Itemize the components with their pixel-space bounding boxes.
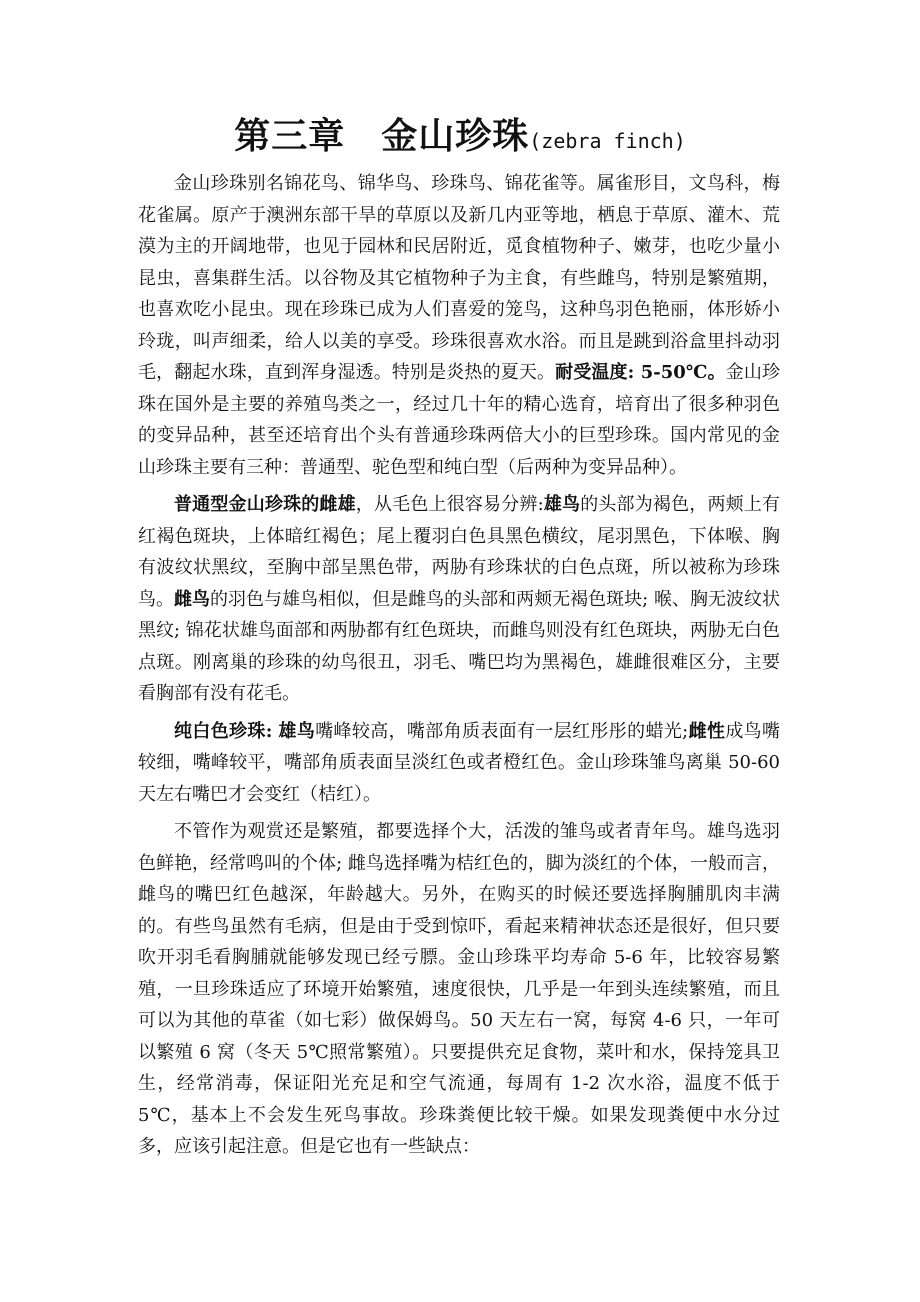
white-male-label: 雄鸟 <box>278 720 316 742</box>
paragraph-selection-breeding <box>138 816 780 1163</box>
sexing-text-c: 的羽色与雄鸟相似，但是雌鸟的头部和两颊无褐色斑块; 喉、胸无波纹状黑纹; 锦花状雄鸟面部和两胁都有红色斑块，而雌鸟则没有红色斑块，两胁无白色点斑。刚离巢的珍珠的幼鸟很丑，羽毛、嘴巴均为黑褐色，雄雌很难区分，主要看胸部有没有花毛。 <box>138 588 780 704</box>
selection-text: 不管作为观赏还是繁殖，都要选择个大，活泼的雏鸟或者青年鸟。雄鸟选羽色鲜艳，经常鸣叫的个体; 雌鸟选择嘴为桔红色的，脚为淡红的个体，一般而言，雌鸟的嘴巴红色越深，年龄越大。另外，在购买的时候还要选择胸脯肌肉丰满的。有些鸟虽然有毛病，但是由于受到惊吓，看起来精神状态还是很好，但只要吹开羽毛看胸脯就能够发现已经亏膘。金山珍珠平均寿命 5-6 年，比较容易繁殖，一旦珍珠适应了环境开始繁殖，速度很快，几乎是一年到头连续繁殖，而且可以为其他的草雀（如七彩）做保姆鸟。50 天左右一窝，每窝 4-6 只，一年可以繁殖 6 窝（冬天 5℃照常繁殖）。只要提供充足食物，菜叶和水，保持笼具卫生，经常消毒，保证阳光充足和空气流通，每周有 1-2 次水浴，温度不低于 5℃，基本上不会发生死鸟事故。珍珠粪便比较干燥。如果发现粪便中水分过多，应该引起注意。但是它也有一些缺点： <box>138 821 780 1157</box>
tolerance-temperature: 耐受温度: 5-50℃。 <box>555 362 726 383</box>
white-text-a: 嘴峰较高，嘴部角质表面有一层红彤彤的蜡光; <box>315 720 689 742</box>
white-text-b: 成鸟嘴较细，嘴峰较平，嘴部角质表面呈淡红色或者橙红色。金山珍珠雏鸟离巢 50-60 天左右嘴巴才会变红（桔红）。 <box>138 720 781 805</box>
chapter-name: 金山珍珠 <box>381 115 530 157</box>
sexing-text-a: ，从毛色上很容易分辨: <box>355 494 544 515</box>
white-variety-heading: 纯白色珍珠: <box>174 720 273 742</box>
sexing-heading: 普通型金山珍珠的雌雄 <box>174 494 356 515</box>
male-label: 雄鸟 <box>543 494 581 515</box>
intro-text-a: 金山珍珠别名锦花鸟、锦华鸟、珍珠鸟、锦花雀等。属雀形目，文鸟科，梅花雀属。原产于澳洲东部干旱的草原以及新几内亚等地，栖息于草原、灌木、荒漠为主的开阔地带，也见于园林和民居附近，觅食植物种子、嫩芽，也吃少量小昆虫，喜集群生活。以谷物及其它植物种子为主食，有些雌鸟，特别是繁殖期，也喜欢吃小昆虫。现在珍珠已成为人们喜爱的笼鸟，这种鸟羽色艳丽，体形娇小玲珑，叫声细柔，给人以美的享受。珍珠很喜欢水浴。而且是跳到浴盒里抖动羽毛，翻起水珠，直到浑身湿透。特别是炎热的夏天。 <box>138 173 780 383</box>
paragraph-white-variety <box>138 716 780 811</box>
white-female-label: 雌性 <box>688 720 726 742</box>
sexing-text-b: 的头部为褐色，两颊上有红褐色斑块，上体暗红褐色；尾上覆羽白色具黑色横纹，尾羽黑色，下体喉、胸有波纹状黑纹，至胸中部呈黑色带，两胁有珍珠状的白色点斑，所以被称为珍珠鸟。 <box>138 494 780 610</box>
female-label: 雌鸟 <box>174 588 211 610</box>
chapter-title <box>0 108 920 159</box>
document-body <box>138 168 780 1169</box>
paragraph-intro <box>138 168 780 483</box>
intro-text-b: 金山珍珠在国外是主要的养殖鸟类之一，经过几十年的精心选育，培育出了很多种羽色的变异品种，甚至还培育出个头有普通珍珠两倍大小的巨型珍珠。国内常见的金山珍珠主要有三种：普通型、驼色型和纯白型（后两种为变异品种）。 <box>138 362 781 478</box>
chapter-english-name: (zebra finch) <box>529 129 686 153</box>
chapter-number: 第三章 <box>234 115 346 157</box>
paragraph-sexing <box>138 489 780 710</box>
